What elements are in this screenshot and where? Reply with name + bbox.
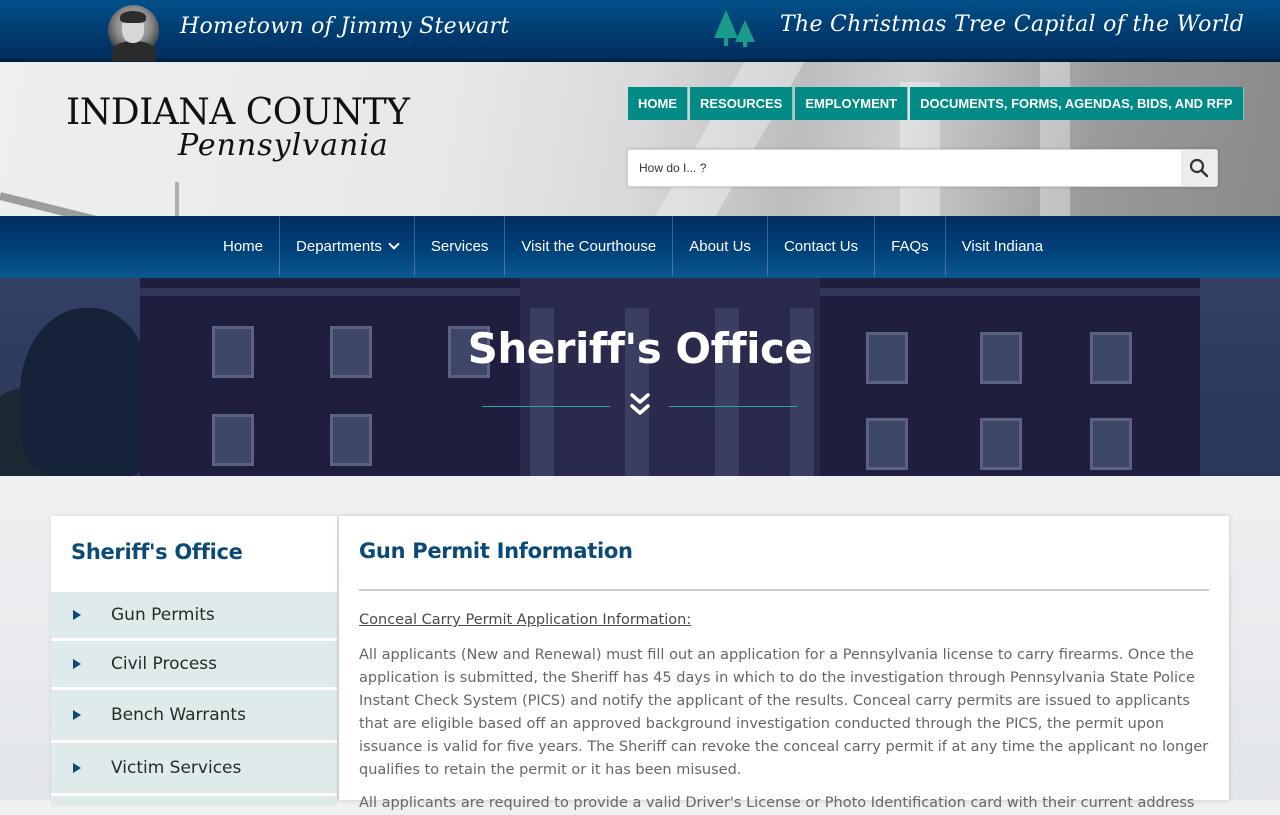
nav-about-us[interactable]: [672, 216, 767, 276]
sidebar-item-label: Victim Services: [111, 758, 242, 778]
nav-home-label: Home: [223, 237, 264, 255]
paragraph-application-info: All applicants (New and Renewal) must fill out an application for a Pennsylvania license to carry firearms. Once the application is submitted, the Sheriff has 45 days in which to do the investigation through Pennsylvania State Police Instant Check System (PICS) and notify the applicant of the results. Conceal carry permits are issued to applicants that are eligible based off an approved background investigation conducted through the PICS, the permit upon issuance is valid for five years. The Sheriff can revoke the conceal carry permit if at any time the applicant no longer qualifies to retain the permit or it has been misused.: [359, 647, 1209, 778]
search-button[interactable]: [1181, 150, 1217, 186]
content-title: Gun Permit Information: [359, 539, 633, 563]
utility-nav: [628, 87, 1244, 120]
util-nav-documents[interactable]: DOCUMENTS, FORMS, AGENDAS, BIDS, AND RFP: [910, 87, 1244, 120]
conceal-carry-subheading: Conceal Carry Permit Application Information:: [359, 612, 692, 628]
nav-departments[interactable]: [279, 216, 414, 276]
tagline-christmas-tree: The Christmas Tree Capital of the World: [780, 12, 1245, 37]
page-hero: [0, 278, 1280, 476]
caret-right-icon: [73, 710, 81, 720]
sidebar-item-civil-process[interactable]: [51, 641, 337, 687]
nav-about-us-label: About Us: [689, 237, 751, 255]
nav-departments-label: Departments: [296, 237, 382, 255]
top-banner: [0, 0, 1280, 62]
site-logo-title[interactable]: INDIANA COUNTY: [66, 92, 410, 133]
sidebar-item-label: Bench Warrants: [111, 705, 246, 725]
caret-right-icon: [73, 610, 81, 620]
util-nav-resources[interactable]: RESOURCES: [690, 87, 793, 120]
sidebar-item-bench-warrants[interactable]: [51, 690, 337, 740]
nav-home[interactable]: [207, 216, 279, 276]
nav-services[interactable]: [414, 216, 505, 276]
sidebar-item-label: Civil Process: [111, 654, 217, 674]
sidebar-title: Sheriff's Office: [71, 540, 243, 564]
nav-visit-indiana-label: Visit Indiana: [961, 237, 1044, 255]
tagline-hometown: Hometown of Jimmy Stewart: [180, 14, 510, 39]
nav-visit-courthouse-label: Visit the Courthouse: [521, 237, 657, 255]
search-icon: [1189, 158, 1209, 178]
search-input[interactable]: [628, 150, 1180, 186]
christmas-tree-icon: [712, 10, 758, 48]
chevron-down-icon: [388, 238, 399, 249]
main-nav: [0, 216, 1280, 278]
double-chevron-down-icon[interactable]: [628, 392, 652, 418]
caret-right-icon: [73, 763, 81, 773]
sidebar-item-gun-permits[interactable]: [51, 592, 337, 638]
page-title: Sheriff's Office: [467, 324, 813, 373]
divider-line-right: [669, 406, 797, 407]
nav-contact-us-label: Contact Us: [783, 237, 859, 255]
util-nav-home[interactable]: HOME: [628, 87, 688, 120]
nav-visit-indiana[interactable]: [945, 216, 1059, 276]
sidebar-item-next[interactable]: [51, 796, 337, 806]
nav-services-label: Services: [430, 237, 489, 255]
jimmy-stewart-portrait: [108, 5, 159, 56]
site-logo-subtitle[interactable]: Pennsylvania: [178, 128, 389, 163]
sidebar-item-label: Gun Permits: [111, 605, 215, 625]
search-box: [627, 149, 1218, 187]
sidebar: [51, 516, 337, 800]
nav-faqs-label: FAQs: [891, 237, 929, 255]
sidebar-item-victim-services[interactable]: [51, 743, 337, 793]
caret-right-icon: [73, 659, 81, 669]
title-divider: [359, 589, 1209, 591]
divider-line-left: [482, 406, 610, 407]
nav-visit-courthouse[interactable]: [504, 216, 672, 276]
paragraph-id-requirement: All applicants are required to provide a valid Driver's License or Photo Identification card with their current address: [359, 795, 1195, 811]
nav-contact-us[interactable]: [767, 216, 874, 276]
site-header: [0, 62, 1280, 216]
util-nav-employment[interactable]: EMPLOYMENT: [795, 87, 908, 120]
main-content: [339, 516, 1229, 811]
nav-faqs[interactable]: [874, 216, 945, 276]
